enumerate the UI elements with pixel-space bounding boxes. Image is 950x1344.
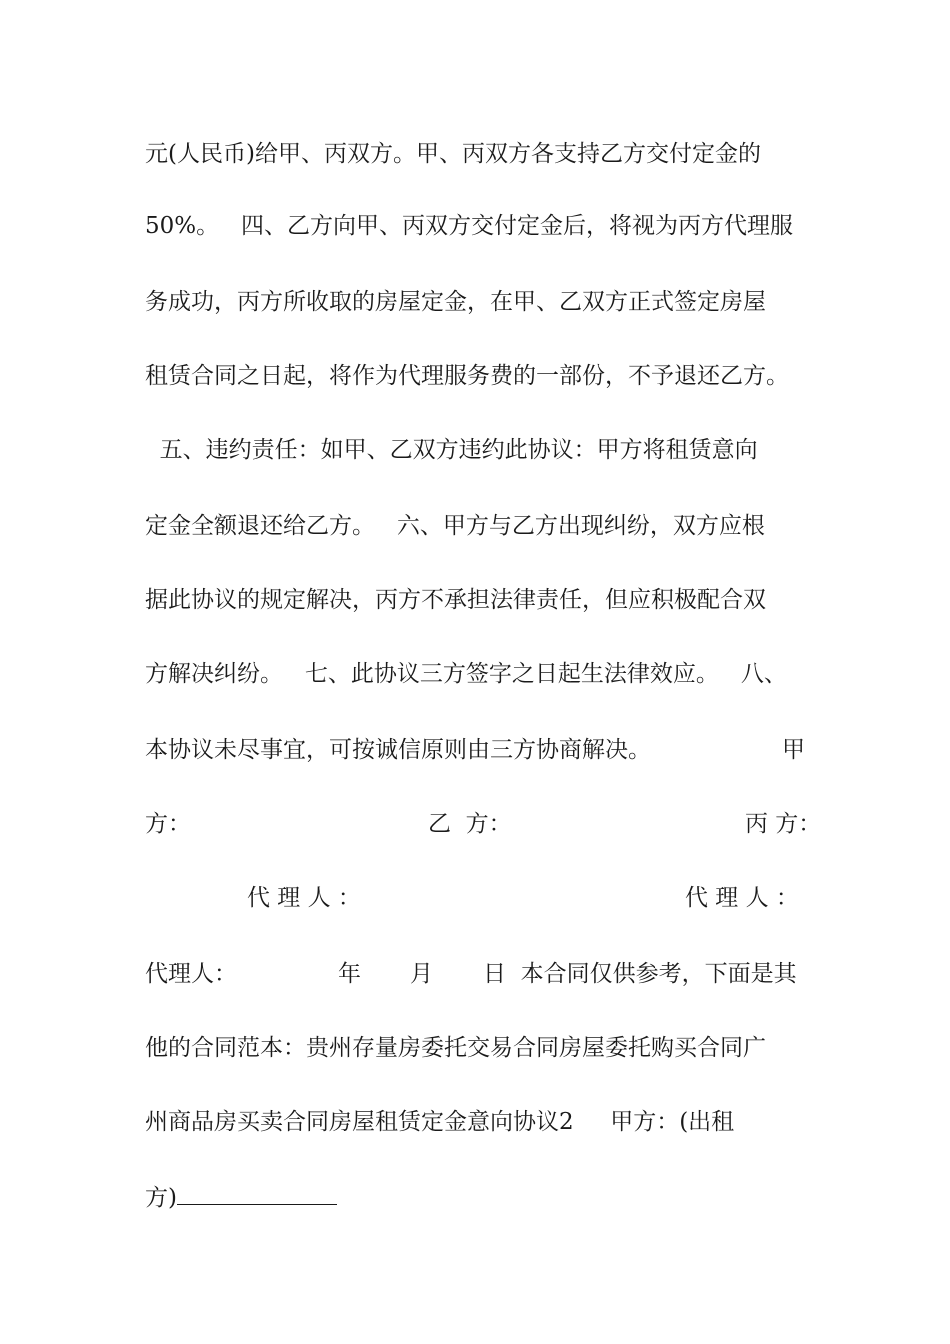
signature-label-party-a-cont: 方： — [145, 811, 191, 837]
agent-label-1: 代 理 人 ： — [247, 885, 361, 911]
paragraph-line-9 — [145, 730, 825, 770]
text-run: 他的合同范本：贵州存量房委托交易合同房屋委托购买合同广 — [145, 1035, 766, 1061]
paragraph-line-5 — [145, 430, 825, 470]
text-run: 50%。 四、乙方向甲、丙双方交付定金后，将视为丙方代理服 — [145, 213, 794, 239]
paragraph-line-1 — [145, 134, 825, 174]
signature-label-party-c: 丙 方： — [745, 811, 822, 837]
date-month-label: 月 — [410, 961, 433, 987]
paragraph-line-13 — [145, 1028, 825, 1068]
text-run: 五、违约责任：如甲、乙双方违约此协议：甲方将租赁意向 — [145, 437, 758, 463]
date-year-label: 年 — [338, 961, 361, 987]
lessor-fill-line — [145, 1176, 337, 1218]
signature-label-party-a: 甲 — [782, 737, 805, 763]
date-day-and-note: 日 本合同仅供参考，下面是其 — [483, 961, 797, 987]
paragraph-line-7 — [145, 580, 825, 620]
text-run: 租赁合同之日起，将作为代理服务费的一部份，不予退还乙方。 — [145, 363, 789, 389]
text-run: 元(人民币)给甲、丙双方。甲、丙双方各支持乙方交付定金的 — [145, 141, 761, 167]
text-run: 方) — [145, 1185, 177, 1211]
text-run: 州商品房买卖合同房屋租赁定金意向协议2 甲方：(出租 — [145, 1109, 735, 1135]
signature-row-date — [145, 954, 825, 994]
blank-underline — [177, 1176, 337, 1205]
text-run: 据此协议的规定解决，丙方不承担法律责任，但应积极配合双 — [145, 587, 766, 613]
paragraph-line-4 — [145, 356, 825, 396]
paragraph-line-2 — [145, 206, 825, 246]
text-run: 本协议未尽事宜，可按诚信原则由三方协商解决。 — [145, 737, 651, 763]
paragraph-line-15 — [145, 1176, 825, 1216]
paragraph-line-6 — [145, 506, 825, 546]
paragraph-line-14 — [145, 1102, 825, 1142]
signature-label-party-b: 乙 方： — [428, 811, 512, 837]
agent-label-3: 代理人： — [145, 961, 237, 987]
paragraph-line-8 — [145, 654, 825, 694]
text-run: 务成功，丙方所收取的房屋定金，在甲、乙双方正式签定房屋 — [145, 289, 766, 315]
paragraph-line-3 — [145, 282, 825, 322]
signature-row-agents — [145, 878, 825, 918]
text-run: 方解决纠纷。 七、此协议三方签字之日起生法律效应。 八、 — [145, 661, 787, 687]
text-run: 定金全额退还给乙方。 六、甲方与乙方出现纠纷，双方应根 — [145, 513, 765, 539]
agent-label-2: 代 理 人 ： — [685, 885, 799, 911]
signature-row-parties — [145, 804, 825, 844]
